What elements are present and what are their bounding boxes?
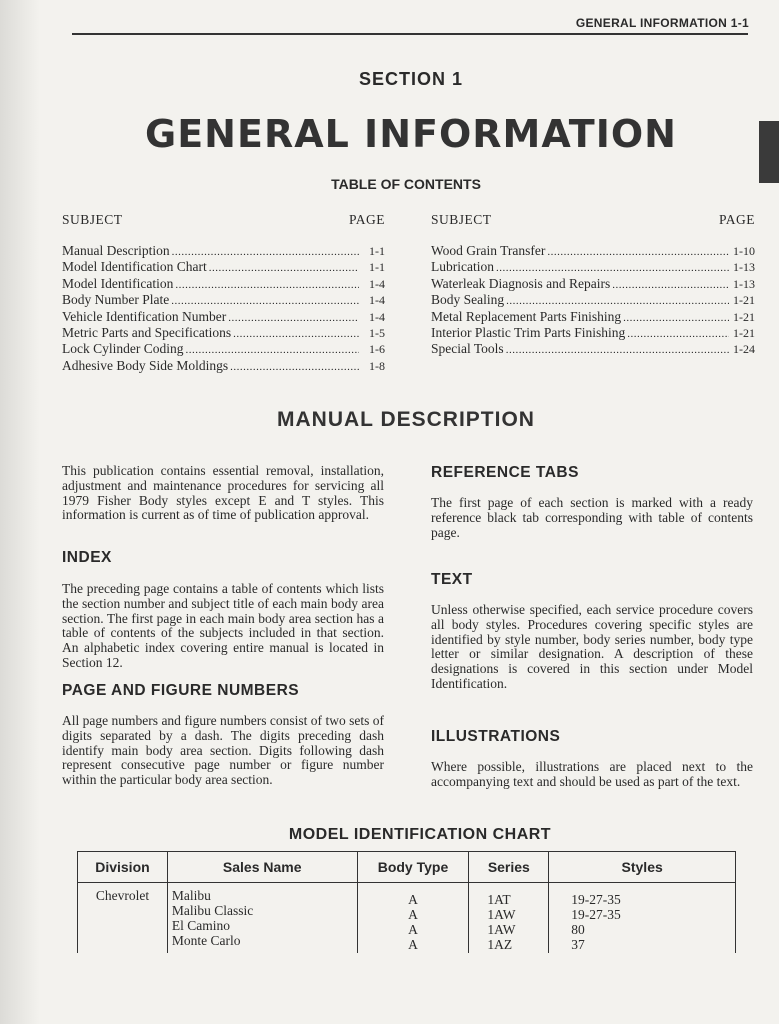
sales-name: Malibu Classic bbox=[171, 903, 254, 918]
reference-tabs-paragraph: The first page of each section is marked with a ready reference black tab corresponding with table of contents page. bbox=[431, 495, 753, 540]
division-cell bbox=[78, 883, 168, 954]
text-heading: TEXT bbox=[431, 571, 473, 588]
toc-page: 1-21 bbox=[733, 309, 755, 324]
sales-name: Malibu bbox=[171, 888, 211, 903]
toc-entry[interactable] bbox=[431, 325, 755, 341]
toc-page: 1-24 bbox=[733, 342, 755, 357]
leader-dots bbox=[496, 259, 729, 276]
toc-page: 1-4 bbox=[369, 276, 385, 291]
leader-dots bbox=[186, 341, 360, 358]
toc-subject: Vehicle Identification Number bbox=[62, 308, 227, 324]
toc-entry[interactable] bbox=[431, 243, 755, 259]
toc-entry[interactable] bbox=[62, 341, 385, 357]
column-header-series: Series bbox=[469, 852, 549, 883]
body-type: A bbox=[408, 907, 418, 922]
toc-entry[interactable] bbox=[62, 259, 385, 275]
manual-description-heading: MANUAL DESCRIPTION bbox=[277, 408, 535, 431]
toc-right-column bbox=[431, 212, 755, 358]
toc-entry[interactable] bbox=[62, 243, 385, 259]
leader-dots bbox=[233, 325, 359, 342]
toc-subject: Waterleak Diagnosis and Repairs bbox=[431, 275, 611, 291]
body-type-cell bbox=[357, 883, 469, 954]
toc-entry[interactable] bbox=[431, 341, 755, 357]
toc-subject: Special Tools bbox=[431, 341, 504, 357]
toc-entry[interactable] bbox=[431, 292, 755, 308]
toc-subject-header: SUBJECT bbox=[62, 212, 123, 227]
leader-dots bbox=[506, 292, 729, 309]
page-figure-numbers-heading: PAGE AND FIGURE NUMBERS bbox=[62, 682, 300, 699]
series-cell bbox=[469, 883, 549, 954]
leader-dots bbox=[175, 276, 359, 293]
column-header-sales-name: Sales Name bbox=[167, 852, 357, 883]
toc-page: 1-13 bbox=[733, 276, 755, 291]
toc-entry[interactable] bbox=[62, 309, 385, 325]
toc-subject: Body Number Plate bbox=[62, 292, 170, 308]
reference-tabs-heading: REFERENCE TABS bbox=[431, 464, 579, 481]
toc-subject: Model Identification Chart bbox=[62, 259, 207, 275]
toc-page-header: PAGE bbox=[718, 212, 755, 227]
illustrations-paragraph: Where possible, illustrations are placed next to the accompanying text and should be used as part of the text. bbox=[431, 759, 753, 789]
toc-subject: Manual Description bbox=[62, 243, 170, 258]
leader-dots bbox=[612, 276, 729, 293]
toc-subject: Model Identification bbox=[62, 275, 174, 291]
styles: 19-27-35 bbox=[571, 907, 621, 922]
toc-entry[interactable] bbox=[62, 276, 385, 292]
toc-entry[interactable] bbox=[431, 259, 755, 275]
toc-subject: Metric Parts and Specifications bbox=[62, 324, 232, 340]
index-paragraph: The preceding page contains a table of contents which lists the section number and subject title of each main body area section. The first page in each main body area section has a table of contents of the subjects included in that section. An alphabetic index covering entire manual is located in Section 12. bbox=[62, 581, 384, 670]
toc-page: 1-6 bbox=[369, 342, 385, 357]
leader-dots bbox=[228, 309, 359, 326]
toc-subject: Body Sealing bbox=[431, 292, 505, 308]
model-chart-title: MODEL IDENTIFICATION CHART bbox=[288, 826, 552, 843]
intro-paragraph: This publication contains essential removal, installation, adjustment and maintenance procedures for servicing all 1979 Fisher Body styles except E and T styles. This information is current as of time of publication approval. bbox=[62, 463, 384, 523]
toc-page: 1-21 bbox=[733, 293, 755, 308]
table-row bbox=[78, 883, 736, 954]
leader-dots bbox=[230, 358, 359, 375]
toc-entry[interactable] bbox=[431, 309, 755, 325]
toc-page: 1-1 bbox=[369, 244, 385, 258]
series: 1AZ bbox=[487, 937, 513, 952]
sales-name-cell bbox=[167, 883, 357, 954]
index-heading: INDEX bbox=[62, 549, 112, 566]
toc-subject: Adhesive Body Side Moldings bbox=[62, 357, 229, 373]
column-header-body-type: Body Type bbox=[357, 852, 469, 883]
body-type: A bbox=[408, 892, 418, 907]
toc-page-header: PAGE bbox=[348, 212, 385, 227]
toc-entry[interactable] bbox=[62, 292, 385, 308]
leader-dots bbox=[623, 309, 729, 326]
series: 1AW bbox=[487, 922, 516, 937]
leader-dots bbox=[547, 243, 729, 260]
leader-dots bbox=[172, 243, 359, 260]
toc-header bbox=[62, 212, 385, 228]
toc-page: 1-8 bbox=[369, 358, 385, 373]
sales-name: El Camino bbox=[171, 918, 231, 933]
toc-header bbox=[431, 212, 755, 228]
toc-page: 1-1 bbox=[369, 260, 385, 275]
toc-page: 1-5 bbox=[369, 325, 385, 340]
running-head: GENERAL INFORMATION 1-1 bbox=[575, 16, 749, 30]
toc-entry[interactable] bbox=[62, 325, 385, 341]
section-label: SECTION 1 bbox=[358, 69, 464, 89]
series: 1AT bbox=[487, 892, 511, 907]
column-header-division: Division bbox=[78, 852, 168, 883]
toc-subject: Metal Replacement Parts Finishing bbox=[431, 308, 622, 324]
toc-entry[interactable] bbox=[62, 358, 385, 374]
division-value: Chevrolet bbox=[95, 888, 150, 903]
column-header-styles: Styles bbox=[549, 852, 736, 883]
table-header-row bbox=[78, 852, 736, 883]
body-type: A bbox=[408, 937, 418, 952]
header-rule bbox=[72, 33, 748, 35]
styles: 80 bbox=[571, 922, 585, 937]
page-title: GENERAL INFORMATION bbox=[145, 112, 677, 156]
toc-subject: Wood Grain Transfer bbox=[431, 243, 546, 258]
toc-subject-header: SUBJECT bbox=[431, 212, 492, 227]
styles-cell bbox=[549, 883, 736, 954]
leader-dots bbox=[506, 341, 729, 358]
styles: 37 bbox=[571, 937, 585, 952]
leader-dots bbox=[171, 292, 359, 309]
toc-page: 1-4 bbox=[369, 309, 385, 324]
toc-page: 1-13 bbox=[733, 260, 755, 275]
toc-entry[interactable] bbox=[431, 276, 755, 292]
illustrations-heading: ILLUSTRATIONS bbox=[431, 728, 561, 745]
toc-subject: Interior Plastic Trim Parts Finishing bbox=[431, 324, 626, 340]
toc-subject: Lock Cylinder Coding bbox=[62, 341, 184, 357]
toc-page: 1-4 bbox=[369, 293, 385, 308]
series: 1AW bbox=[487, 907, 516, 922]
toc-page: 1-10 bbox=[733, 244, 755, 258]
toc-page: 1-21 bbox=[733, 325, 755, 340]
toc-subject: Lubrication bbox=[431, 259, 494, 275]
leader-dots bbox=[209, 259, 359, 276]
text-paragraph: Unless otherwise specified, each service procedure covers all body styles. Procedures covering specific styles are identified by style number, body series number, body type letter or similar designation. A description of these designations is covered in this section under Model Identification. bbox=[431, 602, 753, 691]
leader-dots bbox=[627, 325, 729, 342]
body-type: A bbox=[408, 922, 418, 937]
sales-name: Monte Carlo bbox=[171, 933, 241, 948]
styles: 19-27-35 bbox=[571, 892, 621, 907]
toc-title: TABLE OF CONTENTS bbox=[331, 176, 481, 192]
toc-left-column bbox=[62, 212, 385, 374]
model-identification-table bbox=[77, 851, 736, 953]
page-figure-numbers-paragraph: All page numbers and figure numbers consist of two sets of digits separated by a dash. The digits preceding dash identify main body area section. Digits following dash represent consecutive page number or figure number within the particular body area section. bbox=[62, 713, 384, 788]
